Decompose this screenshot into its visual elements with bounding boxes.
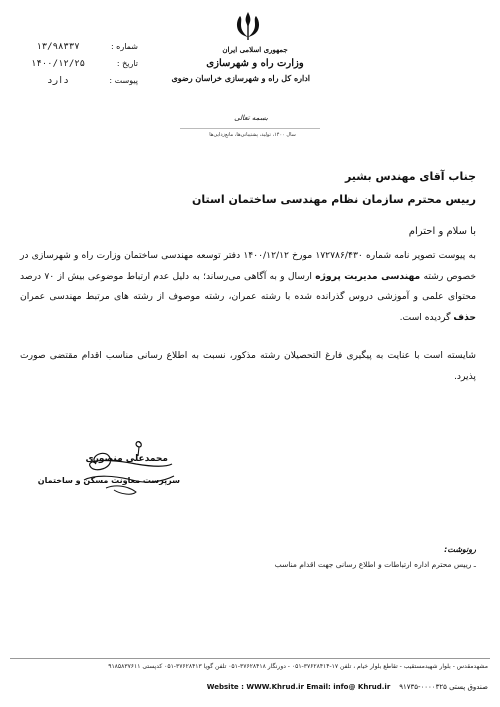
gov-line-3: اداره کل راه و شهرسازی خراسان رضوی [171,73,310,83]
meta-date-row [28,59,138,71]
meta-number-row [28,42,138,54]
gov-line-1: جمهوری اسلامی ایران [222,45,288,54]
bismillah: بسمه تعالی [234,114,268,122]
header-divider [180,128,320,129]
greeting: با سلام و احترام [408,226,476,237]
cc-title: رونوشت: [444,545,476,554]
cc-line: ـ رییس محترم اداره ارتباطات و اطلاع رسانی جهت اقدام مناسب [274,560,476,569]
footer-web [207,683,488,691]
attachment-value: دارد [47,76,69,86]
para1-bold-removed: حذف [453,311,476,323]
number-value: ۱۳/۹۸۳۳۷ [36,42,80,52]
footer-website-email: Website : WWW.Khrud.ir Email: info@ Khrud.ir [206,683,391,691]
iran-emblem-icon [230,10,266,42]
attachment-label: پیوست : [109,76,138,85]
signature-scrawl-icon [76,430,176,500]
body-paragraph-2: شایسته است با عنایت به پیگیری فارغ التحصیلان رشته مذکور، نسبت به اطلاع رسانی مناسب اقدام مقتضی صورت پذیرد. [20,350,476,382]
addressee-title: رییس محترم سازمان نظام مهندسی ساختمان استان [192,193,476,206]
number-label: شماره : [110,42,138,51]
signatory-name: محمدعلی منصوری [85,454,168,464]
letter-meta [28,42,138,93]
para1-part-a: به پیوست تصویر نامه شماره ۱۷۲۷۸۶/۴۳۰ مورخ ۱۴۰۰/۱۲/۱۲ دفتر توسعه مهندسی ساختمان وزارت راه و شهرسازی در خصوص رشته [20,250,477,282]
meta-attachment-row [28,76,138,88]
para1-bold-field: مهندسی مدیریت پروژه [315,270,421,282]
signatory-title: سرپرست معاونت مسکن و ساختمان [37,476,180,485]
date-label: تاریخ : [116,59,138,68]
para1-part-b: ارسال و به آگاهی می‌رساند؛ به دلیل عدم ارتباط موضوعی بیش از ۷۰ درصد محتوای علمی و آموزشی دروس گذرانده شده با رشته عمران، رشته موصوف از رشته های مرتبط مهندسی عمران [20,270,476,302]
gov-line-2: وزارت راه و شهرسازی [206,58,304,69]
year-motto: سال ۱۴۰۰، تولید، پشتیبانی‌ها، مانع‌زدایی‌ها [209,132,296,138]
date-value: ۱۴۰۰/۱۲/۲۵ [30,59,86,69]
footer-address: مشهدمقدس - بلوار شهیدمستقیب - تقاطع بلوار خیام ، تلفن ۱۷-۳۷۶۲۸۴۱۴-۰۵۱ - دورنگار ۳۷۶۲۸۴۱۸-۰۵۱ تلفن گویا ۳۷۶۲۸۴۱۳-۰۵۱ کدپستی ۹۱۸۵۸۳۷۶۱۱ [108,663,488,670]
footer-postal-box: صندوق پستی ۰۰۰۰۳۲۵-۹۱۷۳۵ [399,683,488,691]
body-paragraph-1 [20,246,476,328]
footer-divider [10,658,490,659]
para1-part-c: گردیده است. [399,311,451,323]
ministry-header [171,43,310,85]
addressee: جناب آقای مهندس بشیر [344,170,476,183]
